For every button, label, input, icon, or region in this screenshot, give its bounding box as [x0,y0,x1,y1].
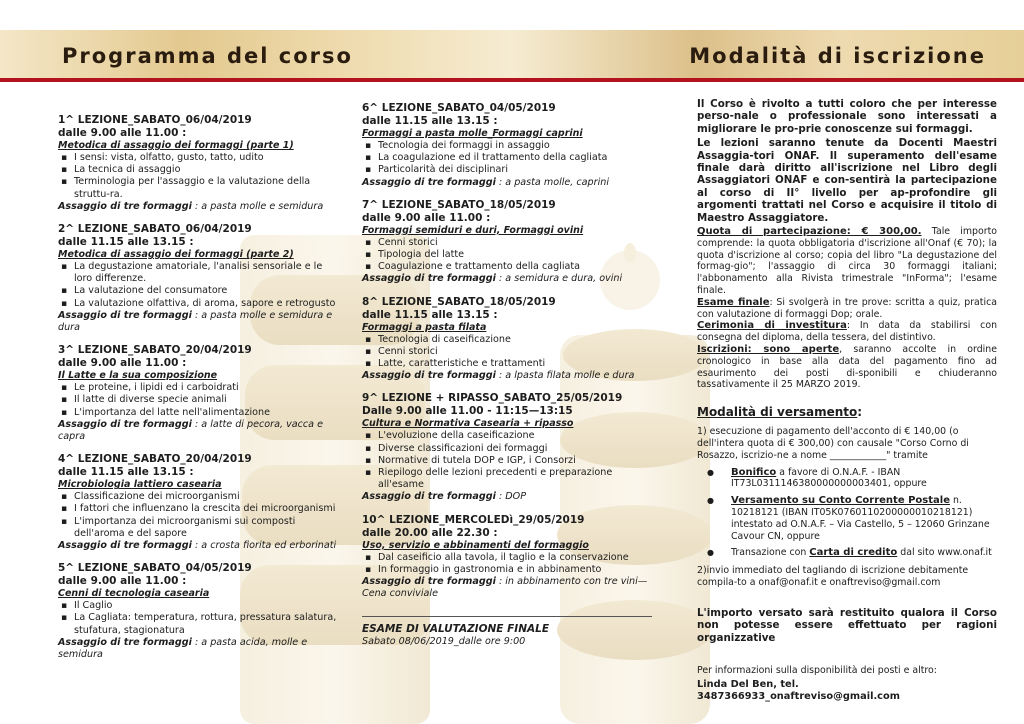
topic-item: ▪ Normative di tutela DOP e IGP, i Consorzi [362,455,654,467]
lessons-column-2 [362,102,654,648]
tasting-label: Assaggio di tre formaggi [362,370,496,382]
lesson-time: dalle 11.15 alle 13.15 : [58,236,194,249]
lesson-title: 3^ LEZIONE_SABATO_20/04/2019 [58,344,252,357]
ceremony-text: : In data da stabilirsi con consegna del diploma, della tessera, del distintivo. [697,320,998,344]
tasting-value: : a pasta acida, molle e semidura [58,636,308,661]
lesson-subject: Microbiologia lattiero casearia [58,479,222,491]
tasting-value: : a pasta molle e semidura e dura [58,309,333,334]
topic-item: ▪ L'importanza del latte nell'alimentazione [58,407,342,419]
exam-text: : Si svolgerà in tre prove: scritta a quiz, pratica con valutazione di formaggi Dop; orale. [697,296,997,320]
tasting-line [58,419,342,443]
topic-list [362,430,654,491]
topic-item: ▪ La degustazione amatoriale, l'analisi sensoriale e le loro differenze. [58,261,342,285]
topic-item: ▪ L'evoluzione della caseificazione [362,430,654,442]
lesson-time: Dalle 9.00 alle 11.00 - 11:15—13:15 [362,405,573,418]
topic-list [58,382,342,419]
lesson-6 [362,102,654,189]
tasting-value: : a pasta molle, caprini [495,176,610,188]
topic-item: ▪ La coagulazione ed il trattamento della cagliata [362,152,654,164]
lesson-title: 4^ LEZIONE_SABATO_20/04/2019 [58,453,252,466]
card-prefix: Transazione con [731,547,810,559]
lesson-time: dalle 9.00 alle 11.00 : [362,211,491,224]
payment-step-1: 1) esecuzione di pagamento dell'acconto di € 140,00 (o dell'intera quota di € 300,00) con causale "Corso Corno di Rosazzo, iscrizio-ne a nome ____________" tramite [697,426,969,461]
tasting-value: : a crosta fiorita ed erborinati [191,540,337,552]
enrollment-paragraph [697,344,997,391]
refund-notice: L'importo versato sarà restituito qualora il Corso non potesse essere effettuato per ragioni organizzative [697,606,997,644]
tasting-line [362,491,654,503]
lesson-title: 9^ LEZIONE + RIPASSO_SABATO_25/05/2019 [362,392,623,405]
tasting-label: Assaggio di tre formaggi [362,273,496,285]
topic-item: ▪ Tipologia del latte [362,249,654,261]
lesson-title: 6^ LEZIONE_SABATO_04/05/2019 [362,102,556,114]
topic-list [58,600,342,637]
final-exam-title: ESAME DI VALUTAZIONE FINALE [362,623,549,636]
topic-item: ▪ Il latte di diverse specie animali [58,394,342,406]
topic-item: ▪ I fattori che influenzano la crescita dei microorganismi [58,503,342,515]
lesson-title: 5^ LEZIONE_SABATO_04/05/2019 [58,562,252,575]
topic-item: ▪ In formaggio in gastronomia e in abbinamento [362,564,654,576]
course-intro: Il Corso è rivolto a tutti coloro che per interesse perso-nale o professionale sono interessati a migliorare le pro-prie conoscenze sui formaggi. [697,98,997,135]
lessons-column-1 [58,114,342,671]
lesson-subject: Il Latte e la sua composizione [58,370,218,382]
topic-item: ▪ Riepilogo delle lezioni precedenti e preparazione all'esame [362,467,654,491]
contact-line: Linda Del Ben, tel. 3487366933_onaftreviso@gmail.com [697,678,900,702]
topic-list [362,552,654,576]
topic-list [58,491,342,540]
tasting-line [362,177,654,189]
lesson-time: dalle 9.00 alle 11.00 : [58,127,187,139]
payment-heading [697,405,997,420]
tasting-value: : a semidura e dura, ovini [495,273,623,285]
tasting-label: Assaggio di tre formaggi [362,176,496,188]
tasting-value: : a pasta molle e semidura [191,200,324,212]
topic-item: ▪ Il Caglio [58,600,342,612]
exam-paragraph [697,297,997,321]
lesson-time: dalle 20.00 alle 22.30 : [362,526,498,539]
tasting-label: Assaggio di tre formaggi [58,540,192,552]
lesson-title: 10^ LEZIONE_MERCOLEDì_29/05/2019 [362,513,585,526]
topic-item: ▪ Dal caseificio alla tavola, il taglio e la conservazione [362,552,654,564]
topic-item: ▪ La valutazione olfattiva, di aroma, sapore e retrogusto [58,298,342,310]
lesson-subject: Metodica di assaggio dei formaggi (parte 1) [58,140,294,151]
fee-paragraph [697,226,997,297]
bonifico-text: a favore di O.N.A.F. - IBAN IT73L0311146380000000003401, oppure [731,466,927,490]
lesson-subject: Cenni di tecnologia casearia [58,588,210,600]
tasting-line [58,201,342,213]
topic-item: ▪ Le proteine, i lipidi ed i carboidrati [58,382,342,394]
bonifico-label: Bonifico [731,466,777,478]
lesson-subject: Uso, servizio e abbinamenti del formaggio [362,539,589,551]
payment-option-card [697,547,997,559]
topic-item: ▪ L'importanza dei microorganismi sui composti dell'aroma e del sapore [58,516,342,540]
topic-item: ▪ Cenni storici [362,237,654,249]
topic-item: ▪ La valutazione del consumatore [58,285,342,297]
lesson-time: dalle 11.15 alle 13.15 : [58,466,194,479]
postal-text: n. 10218121 (IBAN IT05K0760110200000010218121) intestato ad O.N.A.F. – Via Castello, 5 – 12060 Grinzane Cavour CN, oppure [731,495,990,542]
card-text: dal sito www.onaf.it [897,547,992,559]
topic-item: ▪ Tecnologia dei formaggi in assaggio [362,140,654,152]
ceremony-paragraph [697,320,997,344]
teachers-info: Le lezioni saranno tenute da Docenti Maestri Assaggia-tori ONAF. Il superamento dell'esame finale darà diritto all'iscrizione nel Libro degli Assaggiatori ONAF e con-sentirà la partecipazione al corso di II° livello per ap-profondire gli argomenti trattati nel Corso e acquisire il titolo di Maestro Assaggiatore. [697,137,997,224]
topic-item: ▪ Tecnologia di caseificazione [362,334,654,346]
payment-option-postal [697,495,997,542]
lesson-10 [362,514,654,601]
tasting-value: : a latte di pecora, vacca e capra [58,418,324,443]
tasting-line [58,637,342,661]
lesson-title: 1^ LEZIONE_SABATO_06/04/2019 [58,114,252,126]
tasting-label: Assaggio di tre formaggi [362,576,496,588]
payment-heading-text: Modalità di versamento [697,405,858,420]
program-title: Programma del corso [62,44,353,68]
tasting-line [58,310,342,334]
topic-item: ▪ Terminologia per l'assaggio e la valutazione della struttu-ra. [58,176,342,200]
topic-item: ▪ La Cagliata: temperatura, rottura, pressatura salatura, stufatura, stagionatura [58,612,342,636]
lesson-7 [362,199,654,286]
topic-item: ▪ Latte, caratteristiche e trattamenti [362,358,654,370]
registration-column [697,98,997,703]
topic-list [58,261,342,310]
topic-item: ▪ Coagulazione e trattamento della cagliata [362,261,654,273]
topic-item: ▪ I sensi: vista, olfatto, gusto, tatto, udito [58,152,342,164]
enrollment-label: Iscrizioni: sono aperte [697,344,840,356]
lesson-2 [58,223,342,334]
info-line: Per informazioni sulla disponibilità dei posti e altro: [697,664,937,676]
header-red-line [0,78,1024,82]
lesson-time: dalle 11.15 alle 13.15 : [362,115,498,127]
fee-text: Tale importo comprende: la quota obbligatoria d'iscrizione all'Onaf (€ 70); la quota d'iscrizione al corso; copia del libro "La degustazione del formag-gio"; l'assaggio di circa 30 formaggi italiani; l'abbonamento alla Rivista trimestrale "InForma"; l'esame finale. [697,226,997,297]
lesson-time: dalle 9.00 alle 11.00 : [58,357,187,370]
tasting-label: Assaggio di tre formaggi [362,491,496,503]
topic-list [362,334,654,371]
tasting-label: Assaggio di tre formaggi [58,200,192,212]
enrollment-text: , saranno accolte in ordine cronologico in base alla data del pagamento fino ad esaurimento dei posti di-sponibili e chiuderanno tassativamente il 25 MARZO 2019. [697,344,997,391]
lesson-3 [58,344,342,443]
payment-heading-colon: : [857,405,863,420]
exam-label: Esame finale [697,296,770,308]
lesson-subject: Formaggi a pasta filata [362,321,487,333]
lesson-5 [58,562,342,661]
postal-label: Versamento su Conto Corrente Postale [731,495,950,507]
final-exam-date: Sabato 08/06/2019_dalle ore 9:00 [362,636,526,648]
lesson-subject: Metodica di assaggio dei formaggi (parte 2) [58,249,294,261]
tasting-line [362,576,654,600]
tasting-value: : DOP [495,491,526,503]
lesson-8 [362,296,654,383]
lesson-subject: Formaggi a pasta molle_Formaggi caprini [362,128,583,139]
final-exam [362,616,652,648]
fee-label: Quota di partecipazione: € 300,00. [697,226,922,238]
tasting-line [58,540,342,552]
tasting-value: : in abbinamento con tre vini— Cena conviviale [362,576,648,600]
topic-item: ▪ Diverse classificazioni dei formaggi [362,443,654,455]
tasting-line [362,273,654,285]
lesson-9 [362,392,654,503]
lesson-1 [58,114,342,213]
card-label: Carta di credito [809,547,898,559]
topic-list [362,237,654,274]
lesson-title: 2^ LEZIONE_SABATO_06/04/2019 [58,223,252,236]
lesson-subject: Formaggi semiduri e duri, Formaggi ovini [362,224,584,236]
topic-list [58,152,342,201]
lesson-time: dalle 11.15 alle 13.15 : [362,308,498,321]
tasting-label: Assaggio di tre formaggi [58,309,192,321]
lesson-title: 7^ LEZIONE_SABATO_18/05/2019 [362,198,556,211]
lesson-title: 8^ LEZIONE_SABATO_18/05/2019 [362,295,556,308]
registration-title: Modalità di iscrizione [689,44,986,68]
lesson-time: dalle 9.00 alle 11.00 : [58,575,187,588]
topic-item: ▪ La tecnica di assaggio [58,164,342,176]
topic-item: ▪ Particolarità dei disciplinari [362,164,654,176]
lesson-subject: Cultura e Normativa Casearia + ripasso [362,418,574,430]
topic-item: ▪ Cenni storici [362,346,654,358]
lesson-4 [58,453,342,552]
tasting-value: : a lpasta filata molle e dura [495,370,635,382]
ceremony-label: Cerimonia di investitura [697,320,847,332]
tasting-label: Assaggio di tre formaggi [58,636,192,648]
topic-list [362,140,654,177]
payment-step-2: 2)invio immediato del tagliando di iscrizione debitamente compila-to a onaf@onaf.it e onaftreviso@gmail.com [697,565,969,588]
tasting-line [362,370,654,382]
payment-option-bonifico [697,467,997,491]
topic-item: ▪ Classificazione dei microorganismi [58,491,342,503]
tasting-label: Assaggio di tre formaggi [58,418,192,430]
